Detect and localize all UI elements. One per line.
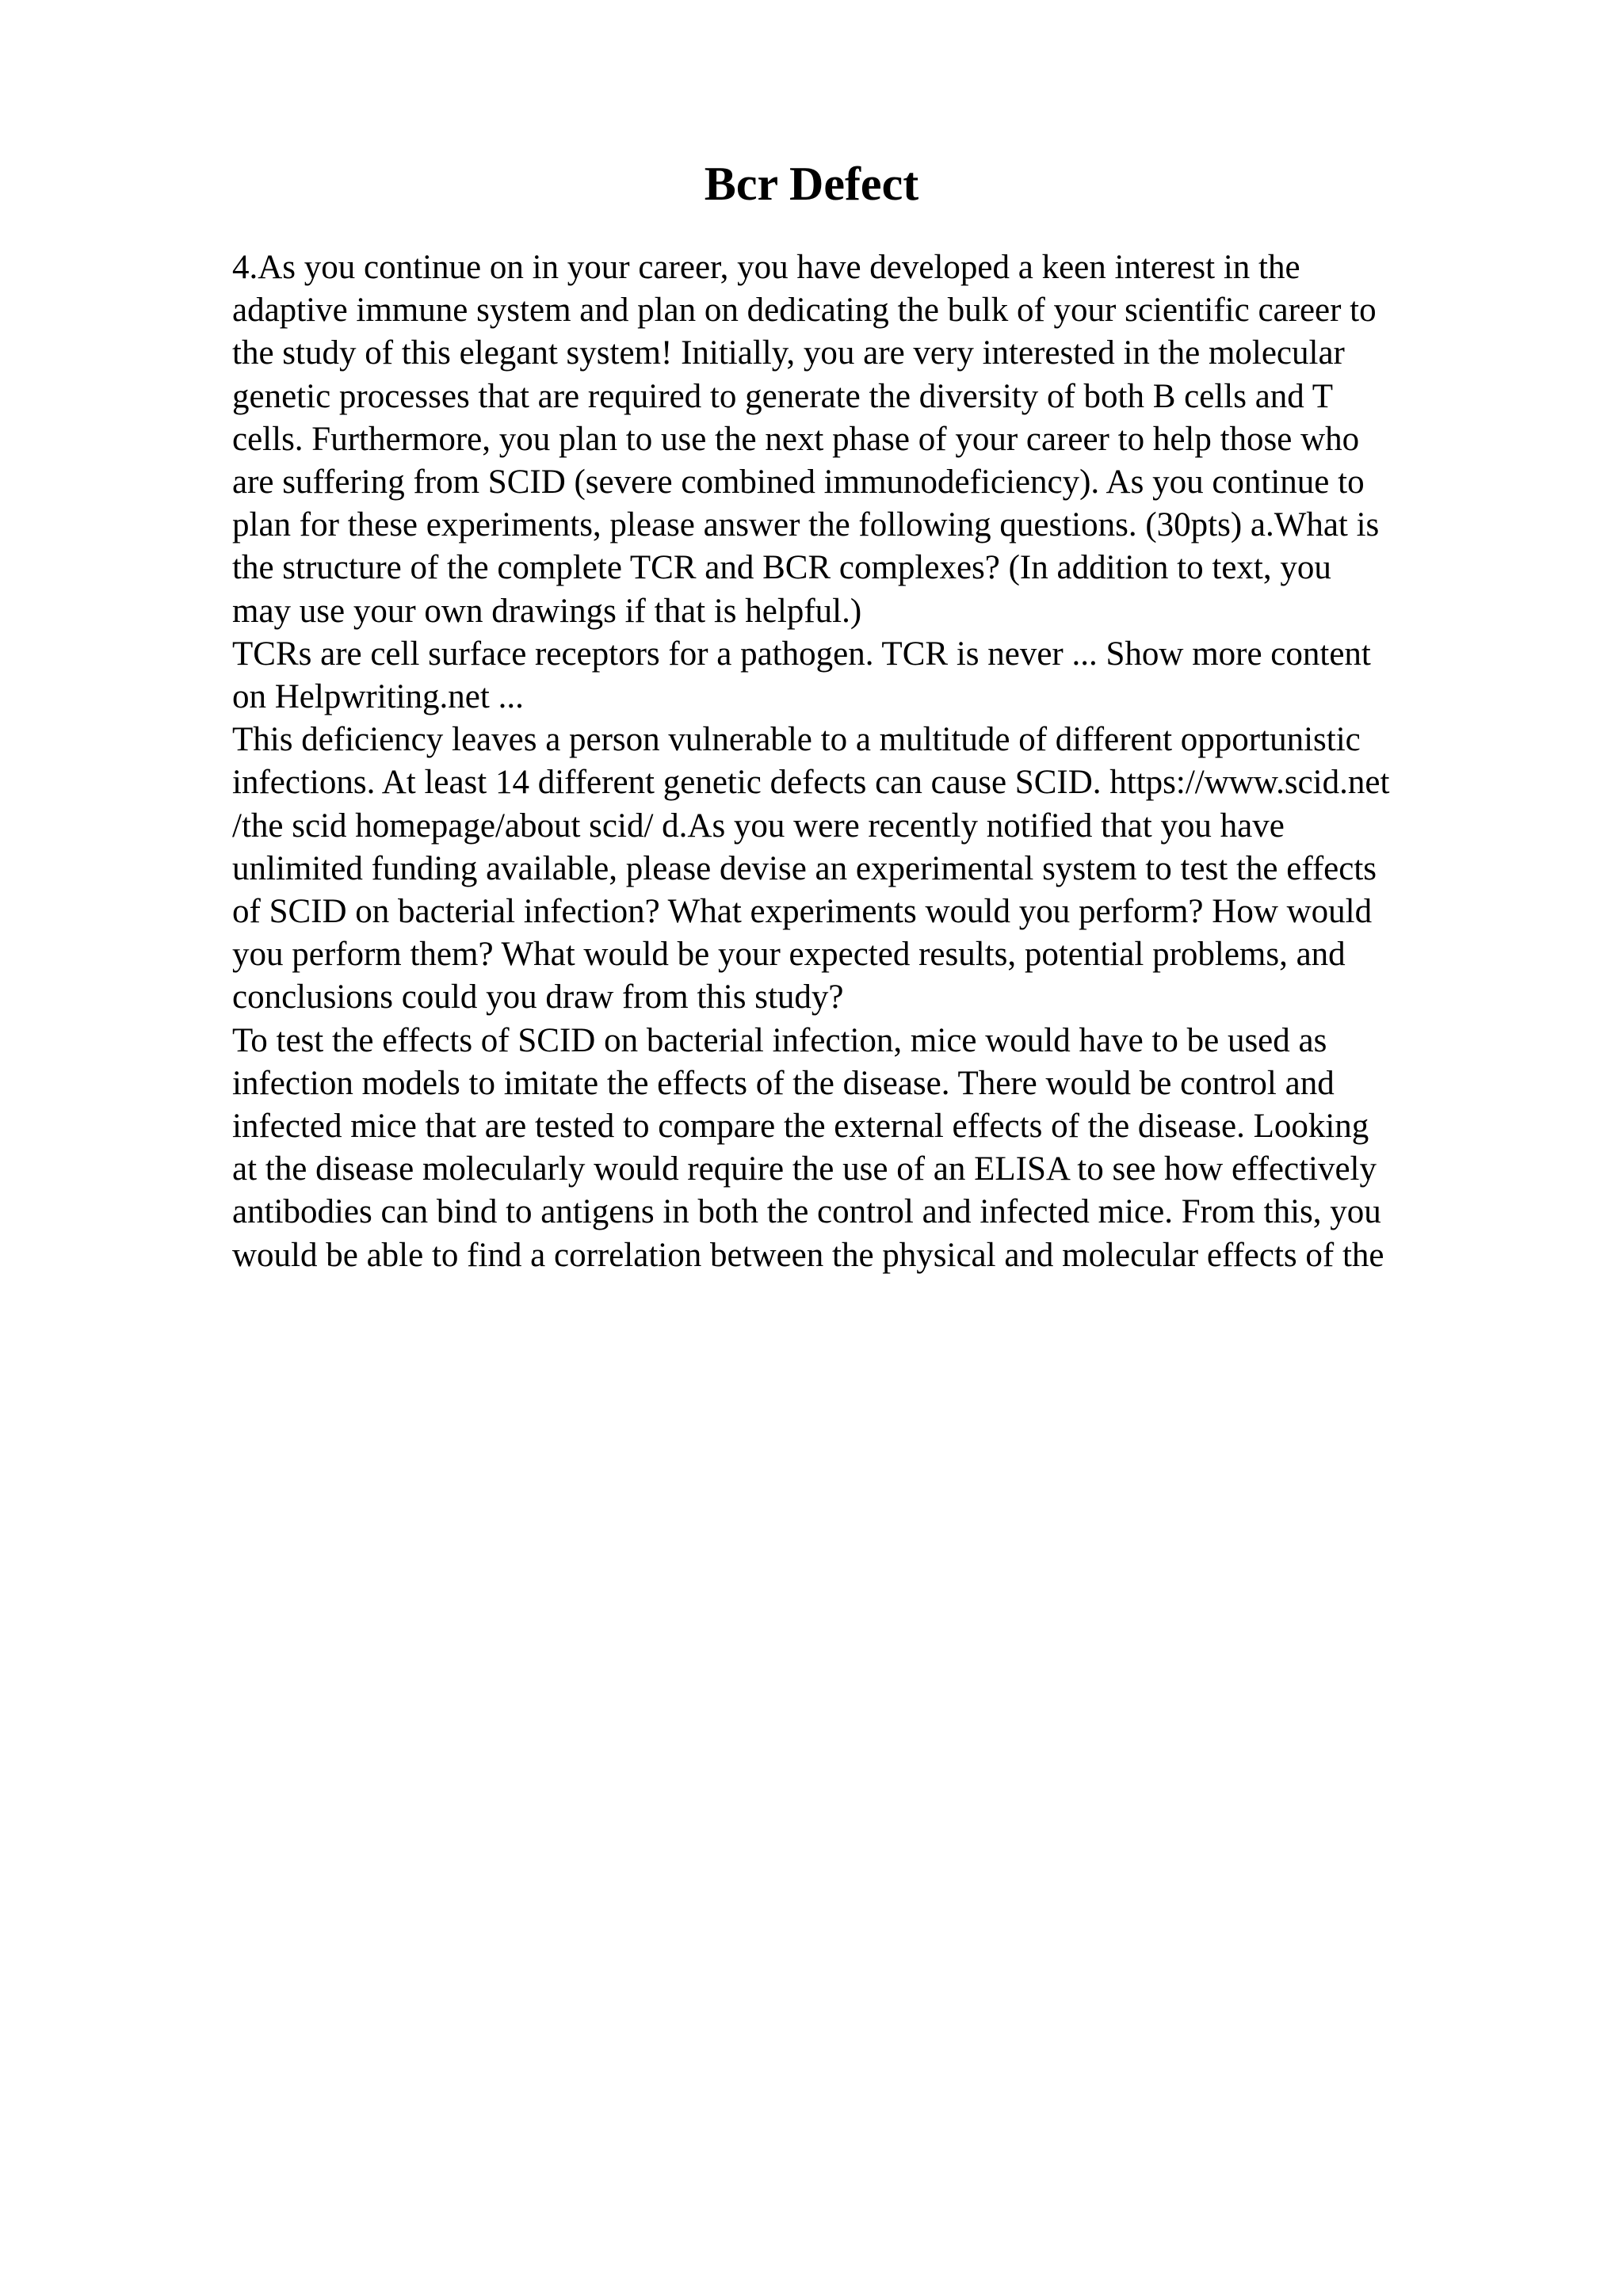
- text-line: infected mice that are tested to compare the external effects of the disease. Looking: [232, 1108, 1369, 1146]
- text-line: conclusions could you draw from this study?: [232, 978, 844, 1016]
- text-line: plan for these experiments, please answer the following questions. (30pts) a.What is: [232, 506, 1380, 544]
- text-line: at the disease molecularly would require the use of an ELISA to see how effectively: [232, 1150, 1377, 1188]
- text-line: unlimited funding available, please devise an experimental system to test the effects: [232, 849, 1377, 887]
- text-line: would be able to find a correlation between the physical and molecular effects of the: [232, 1236, 1384, 1274]
- text-line: infections. At least 14 different genetic defects can cause SCID. https://www.scid.net: [232, 764, 1390, 802]
- text-line: of SCID on bacterial infection? What experiments would you perform? How would: [232, 893, 1373, 931]
- text-line: genetic processes that are required to generate the diversity of both B cells and T: [232, 377, 1334, 415]
- text-line: cells. Furthermore, you plan to use the next phase of your career to help those who: [232, 420, 1360, 458]
- text-line: To test the effects of SCID on bacterial infection, mice would have to be used as: [232, 1021, 1327, 1059]
- text-line: may use your own drawings if that is helpful.): [232, 592, 862, 630]
- text-line: antibodies can bind to antigens in both the control and infected mice. From this, you: [232, 1193, 1381, 1231]
- text-line: the study of this elegant system! Initially, you are very interested in the molecular: [232, 334, 1345, 372]
- text-line: 4.As you continue on in your career, you have developed a keen interest in the: [232, 249, 1300, 286]
- text-line: on Helpwriting.net ...: [232, 678, 524, 716]
- text-line: /the scid homepage/about scid/ d.As you were recently notified that you have: [232, 807, 1285, 845]
- text-line: are suffering from SCID (severe combined immunodeficiency). As you continue to: [232, 463, 1365, 502]
- text-line: adaptive immune system and plan on dedicating the bulk of your scientific career to: [232, 292, 1377, 330]
- text-line: This deficiency leaves a person vulnerable to a multitude of different opportunistic: [232, 721, 1361, 759]
- body-text: [232, 246, 1532, 1277]
- text-line: the structure of the complete TCR and BCR complexes? (In addition to text, you: [232, 549, 1331, 587]
- page-title: Bcr Defect: [704, 158, 919, 210]
- text-line: TCRs are cell surface receptors for a pathogen. TCR is never ... Show more content: [232, 635, 1371, 673]
- text-line: infection models to imitate the effects of the disease. There would be control and: [232, 1064, 1335, 1102]
- text-line: you perform them? What would be your expected results, potential problems, and: [232, 936, 1346, 974]
